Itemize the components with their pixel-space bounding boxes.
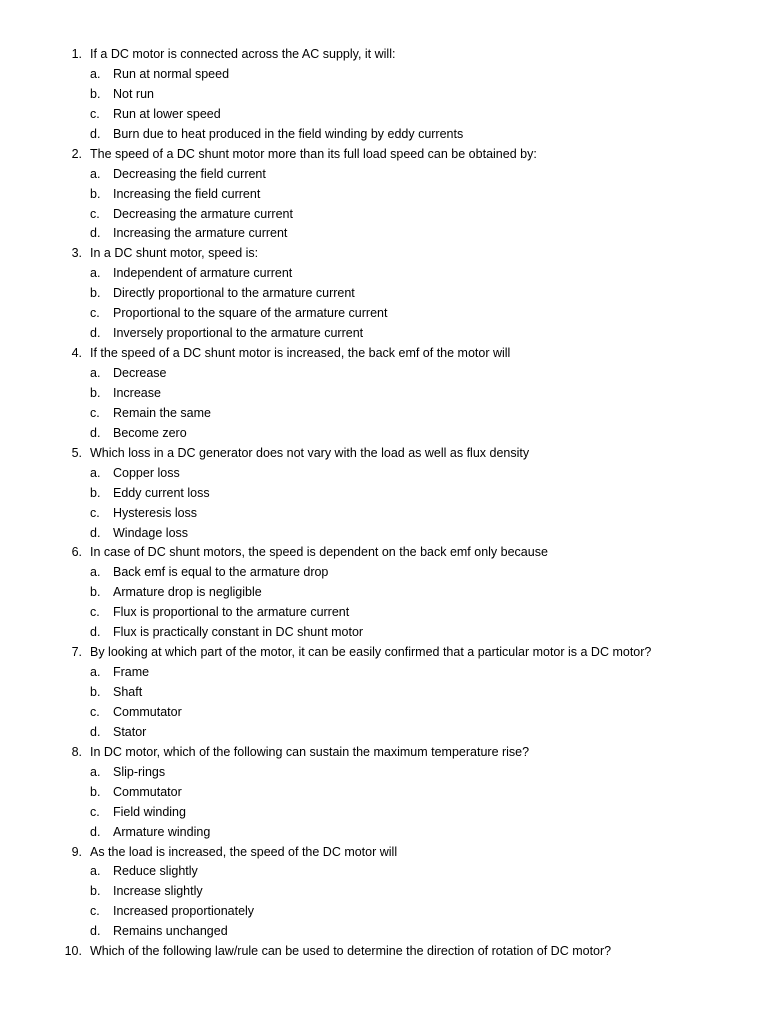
answer-option <box>0 85 768 105</box>
option-letter: b. <box>90 385 101 400</box>
question-item <box>0 543 768 563</box>
option-letter: c. <box>90 206 100 221</box>
option-letter: b. <box>90 685 101 699</box>
option-letter: b. <box>90 86 101 101</box>
answer-option <box>0 663 768 683</box>
option-letter: a. <box>90 366 101 380</box>
option-text: Not run <box>113 86 154 101</box>
answer-option <box>0 563 768 583</box>
option-letter: b. <box>90 286 101 301</box>
answer-option <box>0 464 768 484</box>
answer-option <box>0 603 768 623</box>
answer-option <box>0 504 768 524</box>
question-item <box>0 843 768 863</box>
option-text: Shaft <box>113 685 143 699</box>
answer-option <box>0 105 768 125</box>
option-letter: d. <box>90 425 101 440</box>
answer-option <box>0 703 768 723</box>
answer-option <box>0 882 768 902</box>
option-letter: a. <box>90 66 101 81</box>
option-letter: d. <box>90 924 101 939</box>
question-text: As the load is increased, the speed of the DC motor will <box>90 844 398 859</box>
question-item <box>0 743 768 763</box>
answer-option <box>0 264 768 284</box>
option-text: Remains unchanged <box>113 924 228 939</box>
option-text: Increasing the field current <box>113 186 261 201</box>
option-text: Increase <box>113 385 161 400</box>
option-letter: c. <box>90 106 100 121</box>
option-letter: b. <box>90 485 101 500</box>
option-text: Hysteresis loss <box>113 505 198 520</box>
option-text: Increase slightly <box>113 884 203 899</box>
question-text: In case of DC shunt motors, the speed is dependent on the back emf only because <box>90 545 548 560</box>
answer-option <box>0 304 768 324</box>
question-number: 6. <box>71 545 82 560</box>
option-text: Become zero <box>113 425 187 440</box>
option-letter: a. <box>90 864 101 879</box>
answer-option <box>0 185 768 205</box>
option-letter: a. <box>90 166 101 181</box>
question-text: Which loss in a DC generator does not vary with the load as well as flux density <box>90 445 530 460</box>
answer-option <box>0 922 768 942</box>
option-letter: b. <box>90 585 101 600</box>
option-text: Increased proportionately <box>113 904 255 919</box>
option-text: Reduce slightly <box>113 864 198 879</box>
option-text: Eddy current loss <box>113 485 210 500</box>
option-text: Decreasing the armature current <box>113 206 293 221</box>
option-letter: c. <box>90 306 100 321</box>
option-letter: c. <box>90 605 100 620</box>
question-number: 10. <box>64 944 82 959</box>
question-text: By looking at which part of the motor, it can be easily confirmed that a particular motor is a DC motor? <box>90 645 652 660</box>
answer-option <box>0 862 768 882</box>
option-letter: d. <box>90 126 101 141</box>
answer-option <box>0 683 768 703</box>
option-text: Armature winding <box>113 824 211 839</box>
option-text: Commutator <box>113 784 182 799</box>
question-item <box>0 145 768 165</box>
answer-option <box>0 284 768 304</box>
option-letter: b. <box>90 784 101 799</box>
question-number: 9. <box>71 844 82 859</box>
option-text: Stator <box>113 724 147 739</box>
question-text: In a DC shunt motor, speed is: <box>90 246 259 261</box>
answer-option <box>0 224 768 244</box>
option-text: Run at lower speed <box>113 106 221 121</box>
option-text: Copper loss <box>113 465 180 480</box>
option-text: Remain the same <box>113 405 211 420</box>
option-text: Windage loss <box>113 525 189 540</box>
answer-option <box>0 165 768 185</box>
question-item <box>0 643 768 663</box>
question-item <box>0 444 768 464</box>
question-number: 5. <box>71 445 82 460</box>
option-letter: a. <box>90 465 101 480</box>
option-text: Slip-rings <box>113 764 166 779</box>
option-letter: a. <box>90 665 101 680</box>
answer-option <box>0 524 768 544</box>
option-text: Flux is proportional to the armature current <box>113 605 350 620</box>
answer-option <box>0 364 768 384</box>
answer-option <box>0 783 768 803</box>
question-number: 1. <box>71 47 82 61</box>
answer-option <box>0 623 768 643</box>
option-letter: d. <box>90 326 101 341</box>
answer-option <box>0 424 768 444</box>
option-letter: d. <box>90 226 101 241</box>
answer-option <box>0 763 768 783</box>
answer-option <box>0 583 768 603</box>
answer-option <box>0 324 768 344</box>
question-text: If the speed of a DC shunt motor is increased, the back emf of the motor will <box>90 346 511 361</box>
question-text: Which of the following law/rule can be used to determine the direction of rotation of DC motor? <box>90 944 612 959</box>
option-letter: d. <box>90 824 101 839</box>
option-letter: c. <box>90 405 100 420</box>
question-number: 4. <box>71 346 82 361</box>
option-letter: a. <box>90 565 101 580</box>
option-letter: d. <box>90 724 101 739</box>
option-letter: b. <box>90 186 101 201</box>
option-text: Armature drop is negligible <box>113 585 262 600</box>
option-text: Burn due to heat produced in the field winding by eddy currents <box>113 126 464 141</box>
question-text: If a DC motor is connected across the AC supply, it will: <box>90 47 396 61</box>
question-number: 7. <box>71 645 82 660</box>
question-text: In DC motor, which of the following can sustain the maximum temperature rise? <box>90 744 530 759</box>
option-text: Independent of armature current <box>113 266 293 281</box>
option-letter: d. <box>90 625 101 640</box>
option-text: Field winding <box>113 804 186 819</box>
option-text: Directly proportional to the armature current <box>113 286 355 301</box>
answer-option <box>0 902 768 922</box>
answer-option <box>0 723 768 743</box>
answer-option <box>0 384 768 404</box>
option-letter: c. <box>90 904 100 919</box>
question-number: 8. <box>71 744 82 759</box>
question-item <box>0 344 768 364</box>
option-letter: a. <box>90 764 101 779</box>
answer-option <box>0 823 768 843</box>
question-item <box>0 942 768 962</box>
question-item <box>0 45 768 65</box>
option-text: Proportional to the square of the armature current <box>113 306 388 321</box>
option-text: Commutator <box>113 704 182 719</box>
option-text: Flux is practically constant in DC shunt motor <box>113 625 364 640</box>
option-text: Frame <box>113 665 150 680</box>
answer-option <box>0 484 768 504</box>
option-text: Increasing the armature current <box>113 226 288 241</box>
option-text: Back emf is equal to the armature drop <box>113 565 329 580</box>
answer-option <box>0 125 768 145</box>
option-text: Decreasing the field current <box>113 166 266 181</box>
answer-option <box>0 803 768 823</box>
answer-option <box>0 404 768 424</box>
question-item <box>0 244 768 264</box>
answer-option <box>0 205 768 225</box>
option-text: Run at normal speed <box>113 66 230 81</box>
question-number: 3. <box>71 246 82 261</box>
question-text: The speed of a DC shunt motor more than its full load speed can be obtained by: <box>90 146 537 161</box>
option-letter: d. <box>90 525 101 540</box>
option-text: Decrease <box>113 366 167 380</box>
answer-option <box>0 65 768 85</box>
option-letter: c. <box>90 704 100 719</box>
option-letter: c. <box>90 804 100 819</box>
option-text: Inversely proportional to the armature current <box>113 326 364 341</box>
option-letter: b. <box>90 884 101 899</box>
option-letter: c. <box>90 505 100 520</box>
question-number: 2. <box>71 146 82 161</box>
option-letter: a. <box>90 266 101 281</box>
